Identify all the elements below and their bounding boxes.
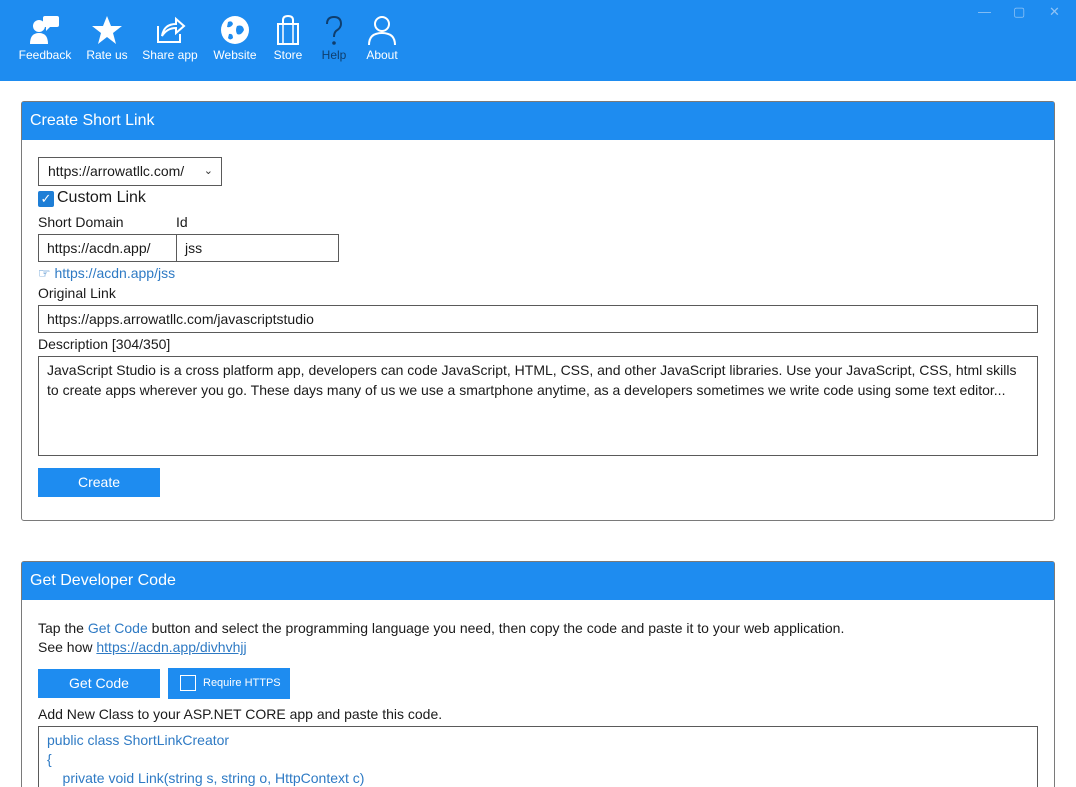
require-https-checkbox[interactable] (180, 675, 196, 691)
short-domain-label: Short Domain (38, 214, 124, 230)
globe-icon (219, 14, 251, 46)
about-button[interactable] (362, 14, 402, 66)
store-bag-icon (272, 14, 304, 46)
feedback-button[interactable] (16, 14, 74, 66)
dev-panel-title: Get Developer Code (22, 562, 1054, 600)
store-button[interactable] (271, 14, 305, 66)
share-app-button[interactable] (141, 14, 199, 66)
share-icon (154, 14, 186, 46)
website-label: Website (213, 48, 257, 62)
description-textarea[interactable] (38, 356, 1038, 456)
domain-select[interactable] (38, 157, 222, 186)
description-value: JavaScript Studio is a cross platform app, developers can code JavaScript, HTML, CSS, and other JavaScript libraries. Use your JavaScript, CSS, html skills to create apps wherever you go. These days many of us we use a smartphone anytime, as a developers sometimes we write code using some text editor... (47, 362, 1017, 398)
id-label: Id (176, 214, 188, 230)
close-button[interactable]: ✕ (1049, 4, 1060, 19)
maximize-button[interactable]: ▢ (1013, 4, 1026, 19)
instructions-text (38, 619, 844, 638)
instructions-post: button and select the programming language you need, then copy the code and paste it to your web application. (147, 620, 845, 636)
help-button[interactable] (317, 14, 351, 66)
share-app-label: Share app (142, 48, 198, 62)
instructions-pre: Tap the (38, 620, 88, 636)
chevron-down-icon: ⌄ (203, 165, 213, 177)
feedback-label: Feedback (18, 48, 72, 62)
add-class-text: Add New Class to your ASP.NET CORE app and paste this code. (38, 706, 443, 722)
description-label: Description [304/350] (38, 336, 171, 352)
main-content[interactable] (0, 81, 1076, 787)
custom-link-label: Custom Link (57, 189, 146, 206)
developer-code-panel (21, 561, 1055, 787)
code-line: { (47, 751, 52, 767)
top-toolbar (0, 0, 1076, 81)
code-block[interactable] (38, 726, 1038, 787)
rate-us-label: Rate us (86, 48, 128, 62)
create-panel-title: Create Short Link (22, 102, 1054, 140)
help-label: Help (321, 48, 347, 62)
id-value: jss (185, 240, 203, 256)
about-label: About (366, 48, 398, 62)
person-icon (366, 14, 398, 46)
feedback-icon (29, 14, 61, 46)
store-label: Store (273, 48, 303, 62)
require-https-label: Require HTTPS (203, 677, 281, 689)
original-link-label: Original Link (38, 285, 116, 301)
see-how-link[interactable]: https://acdn.app/divhvhjj (96, 639, 247, 655)
short-domain-input[interactable] (38, 234, 177, 262)
rate-us-button[interactable] (84, 14, 130, 66)
question-icon (318, 14, 350, 46)
see-how-text (38, 638, 247, 657)
domain-select-value: https://arrowatllc.com/ (48, 163, 185, 179)
require-https-toggle[interactable] (168, 668, 290, 699)
code-line: public class ShortLinkCreator (47, 732, 230, 748)
instructions-get-code: Get Code (87, 620, 148, 636)
create-short-link-panel (21, 101, 1055, 521)
star-icon (91, 14, 123, 46)
original-link-input[interactable] (38, 305, 1038, 333)
id-input[interactable] (176, 234, 339, 262)
get-code-button[interactable]: Get Code (38, 669, 160, 698)
result-short-link[interactable]: ☞ https://acdn.app/jss (38, 265, 176, 281)
website-button[interactable] (210, 14, 260, 66)
see-how-pre: See how (38, 639, 97, 655)
code-line: private void Link(string s, string o, HttpContext c) (47, 770, 365, 786)
custom-link-checkbox[interactable]: ✓ (38, 191, 54, 207)
original-link-value: https://apps.arrowatllc.com/javascriptstudio (47, 311, 314, 327)
create-button[interactable]: Create (38, 468, 160, 497)
minimize-button[interactable]: — (978, 4, 991, 19)
short-domain-value: https://acdn.app/ (47, 240, 151, 256)
